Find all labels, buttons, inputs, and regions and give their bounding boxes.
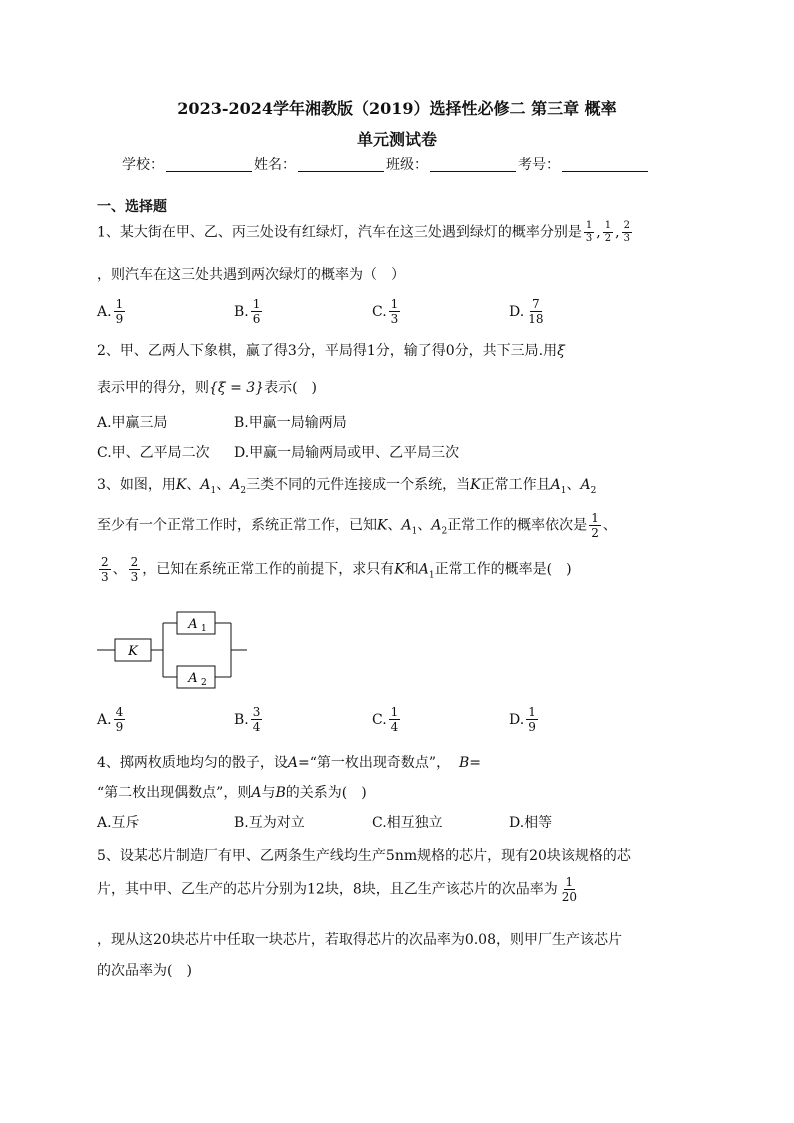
question-2-options-row-2 <box>97 438 697 462</box>
component-a1-subscript: 1 <box>201 624 207 634</box>
q1-option-d[interactable]: D. $\frac{7}{18}$ <box>509 297 544 326</box>
q3-prob-1: $\frac{1}{2}$ <box>591 511 599 540</box>
q2-text-b1: 表示甲的得分，则 <box>97 380 209 396</box>
school-field[interactable] <box>166 157 252 172</box>
q2-text-a: 2、甲、乙两人下象棋，赢了得3分，平局得1分，输了得0分，共下三局.用 <box>97 343 558 359</box>
q4-option-c[interactable]: C.相互独立 <box>372 815 443 831</box>
q3-option-c[interactable]: C. $\frac{1}{4}$ <box>372 705 399 734</box>
class-field[interactable] <box>430 157 516 172</box>
question-4-line-1: 4、掷两枚质地均匀的骰子，设A=“第一枚出现奇数点”， B= <box>97 755 482 771</box>
q1-option-a[interactable]: A. $\frac{1}{9}$ <box>97 297 124 326</box>
component-k-label: K <box>128 644 138 659</box>
section-heading: 一、选择题 <box>97 199 167 215</box>
circuit-diagram <box>97 609 257 689</box>
question-2-line-1 <box>97 340 565 360</box>
name-field[interactable] <box>298 157 384 172</box>
exam-number-field[interactable] <box>562 157 648 172</box>
q3-option-d[interactable]: D. $\frac{1}{9}$ <box>509 705 536 734</box>
question-5-line-1: 5、设某芯片制造厂有甲、乙两条生产线均生产5nm规格的芯片，现有20块该规格的芯 <box>97 848 631 864</box>
question-3-line-2: 至少有一个正常工作时，系统正常工作，已知K、$A_1$、$A_2$正常工作的概率依次是 $\frac{1}{2}$ 、 <box>97 511 617 540</box>
q2-option-b[interactable]: B.甲赢一局输两局 <box>234 415 347 431</box>
exam-title: 2023-2024学年湘教版（2019）选择性必修二 第三章 概率 <box>177 99 617 118</box>
question-3-line-1: 3、如图，用K、$A_1$、$A_2$三类不同的元件连接成一个系统，当K正常工作且$A_1$、$A_2$ <box>97 477 597 496</box>
question-1-line-1: 1、某大街在甲、乙、丙三处设有红绿灯，汽车在这三处遇到绿灯的概率分别是 $\frac{1}{3}$ , $\frac{1}{2}$ , $\frac{2}{3}$ <box>97 220 630 244</box>
name-label: 姓名： <box>254 157 296 173</box>
question-5-line-3: ，现从这20块芯片中任取一块芯片，若取得芯片的次品率为0.08，则甲厂生产该芯片 <box>97 932 622 948</box>
q1-text-a: 1、某大街在甲、乙、丙三处设有红绿灯，汽车在这三处遇到绿灯的概率分别是 <box>97 224 582 241</box>
q1-option-c[interactable]: C. $\frac{1}{3}$ <box>372 297 399 326</box>
question-1-line-2: ，则汽车在这三处共遇到两次绿灯的概率为（ ） <box>97 267 405 283</box>
q1-prob-3: $\frac{2}{3}$ <box>623 220 630 244</box>
question-3-line-3: $\frac{2}{3}$ 、 $\frac{2}{3}$ ，已知在系统正常工作的前提下，求只有K和$A_1$正常工作的概率是( ) <box>101 555 572 584</box>
q3-prob-2: $\frac{2}{3}$ <box>101 555 109 584</box>
q3-prob-3: $\frac{2}{3}$ <box>130 555 139 584</box>
component-a1-label: A <box>188 617 198 632</box>
question-2-options-row-1 <box>97 408 697 432</box>
q2-option-a[interactable]: A.甲赢三局 <box>97 415 168 431</box>
question-2-line-2 <box>97 377 317 397</box>
student-info-row <box>122 154 682 174</box>
q5-defect-rate-frac: $\frac{1}{20}$ <box>561 875 578 904</box>
q2-text-b2: 表示( ) <box>264 380 318 396</box>
exam-subtitle: 单元测试卷 <box>356 130 437 149</box>
component-a2-subscript: 2 <box>201 678 207 688</box>
question-4-options <box>97 808 697 832</box>
question-5-line-4: 的次品率为( ) <box>97 963 192 979</box>
q4-option-b[interactable]: B.互为对立 <box>234 815 305 831</box>
question-4-line-2: “第二枚出现偶数点”，则A与B的关系为( ) <box>97 785 367 801</box>
school-label: 学校： <box>122 157 164 173</box>
q4-option-a[interactable]: A.互斥 <box>97 815 140 831</box>
q3-option-a[interactable]: A. $\frac{4}{9}$ <box>97 705 124 734</box>
class-label: 班级： <box>386 157 428 173</box>
question-5-line-2: 片，其中甲、乙生产的芯片分别为12块，8块，且乙生产该芯片的次品率为 $\frac{1}{20}$ <box>97 875 578 904</box>
q4-option-d[interactable]: D.相等 <box>509 815 553 831</box>
q3-option-b[interactable]: B. $\frac{3}{4}$ <box>234 705 261 734</box>
q1-prob-1: $\frac{1}{3}$ <box>585 220 593 244</box>
question-1-options <box>97 297 697 326</box>
q2-option-c[interactable]: C.甲、乙平局二次 <box>97 445 210 461</box>
q2-xi-symbol: ξ <box>557 343 565 359</box>
question-3-options <box>97 705 697 734</box>
component-a2-label: A <box>188 671 198 686</box>
q1-option-b[interactable]: B. $\frac{1}{6}$ <box>234 297 261 326</box>
q1-prob-2: $\frac{1}{2}$ <box>604 220 612 244</box>
exam-number-label: 考号： <box>518 157 560 173</box>
q2-event: {ξ = 3} <box>209 380 265 396</box>
q2-option-d[interactable]: D.甲赢一局输两局或甲、乙平局三次 <box>234 445 460 461</box>
